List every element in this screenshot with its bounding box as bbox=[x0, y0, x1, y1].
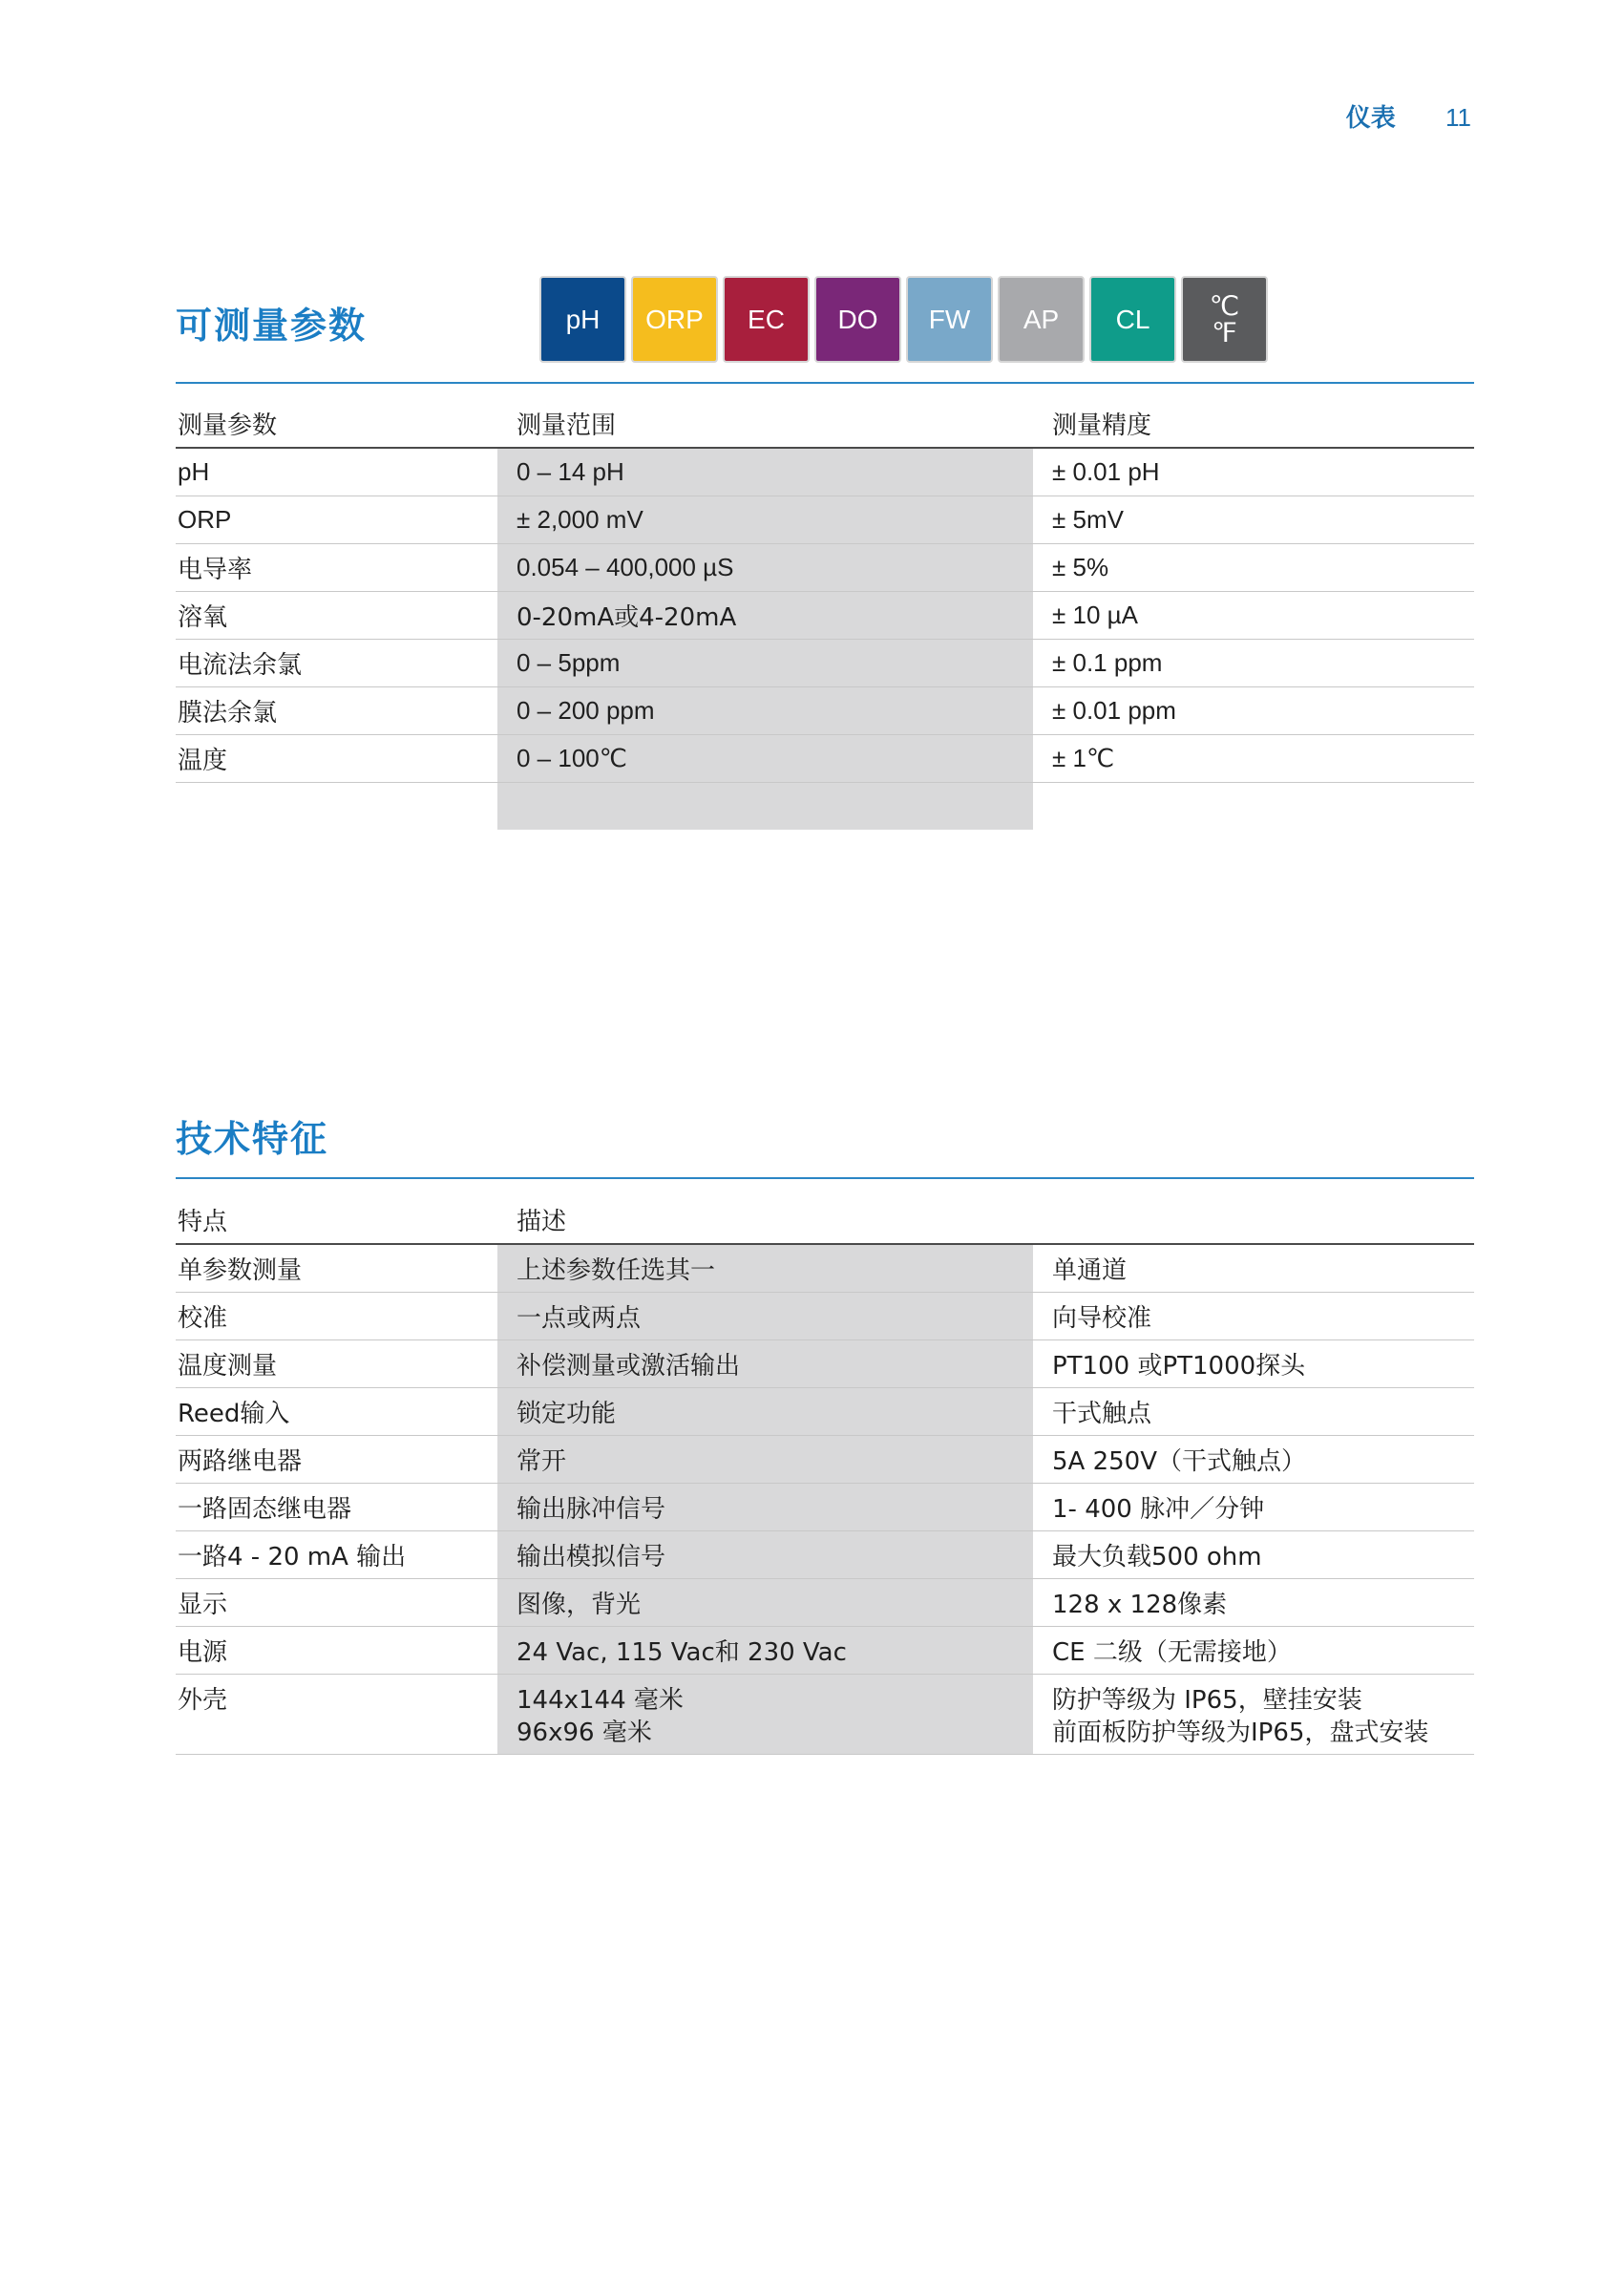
table-header-row bbox=[176, 399, 1474, 449]
header-title: 仪表 bbox=[1345, 104, 1396, 133]
table-row bbox=[176, 1579, 1474, 1627]
table-cell: 一点或两点 bbox=[497, 1293, 1033, 1339]
cell-line: 防护等级为 IP65，壁挂安装 bbox=[1052, 1686, 1362, 1715]
table-cell: ± 1℃ bbox=[1052, 744, 1115, 772]
table-row bbox=[176, 1436, 1474, 1484]
table-cell: 上述参数任选其一 bbox=[497, 1245, 1033, 1292]
table-cell: 两路继电器 bbox=[178, 1447, 303, 1476]
table-cell: 电流法余氯 bbox=[178, 651, 303, 680]
table-cell: 向导校准 bbox=[1052, 1304, 1152, 1333]
badge-ap bbox=[998, 276, 1085, 363]
table-cell: 0 – 5ppm bbox=[497, 640, 1033, 686]
table-cell: 1- 400 脉冲／分钟 bbox=[1052, 1495, 1265, 1524]
table-row bbox=[176, 1388, 1474, 1436]
section-title-features: 技术特征 bbox=[176, 1118, 329, 1160]
column-header: 描述 bbox=[517, 1207, 567, 1236]
table-cell: ORP bbox=[178, 505, 232, 534]
badge-label: CL bbox=[1115, 304, 1150, 334]
column-header: 特点 bbox=[178, 1207, 228, 1236]
table-header-row bbox=[176, 1195, 1474, 1245]
table-cell: 干式触点 bbox=[1052, 1400, 1152, 1428]
table-cell: ± 0.1 ppm bbox=[1052, 648, 1163, 677]
badge-label: ORP bbox=[645, 304, 704, 334]
table-cell: PT100 或PT1000探头 bbox=[1052, 1352, 1306, 1381]
table-cell: 电导率 bbox=[178, 556, 253, 584]
badge-orp bbox=[631, 276, 718, 363]
table-row bbox=[176, 640, 1474, 687]
section-title-parameters: 可测量参数 bbox=[176, 305, 368, 347]
table-cell: 最大负载500 ohm bbox=[1052, 1543, 1262, 1571]
table-cell: 温度 bbox=[178, 747, 228, 775]
badge-label: pH bbox=[565, 304, 601, 334]
cell-line: 前面板防护等级为IP65，盘式安装 bbox=[1052, 1719, 1429, 1747]
table-cell: ± 0.01 ppm bbox=[1052, 696, 1176, 725]
badge-label: AP bbox=[1023, 304, 1060, 334]
badge-label-celsius: ℃ bbox=[1209, 290, 1240, 321]
table-cell: 电源 bbox=[178, 1638, 228, 1667]
table-row bbox=[176, 449, 1474, 496]
table-cell: 外壳 bbox=[178, 1686, 228, 1715]
table-row bbox=[176, 1627, 1474, 1675]
column-header: 测量参数 bbox=[178, 411, 278, 440]
table-cell: 0-20mA或4-20mA bbox=[497, 592, 1033, 639]
page-number: 11 bbox=[1445, 103, 1471, 132]
badge-label-fahrenheit: ℉ bbox=[1212, 317, 1237, 348]
table-cell: 膜法余氯 bbox=[178, 699, 278, 728]
table-row bbox=[176, 1531, 1474, 1579]
table-row bbox=[176, 687, 1474, 735]
table-cell: ± 10 µA bbox=[1052, 601, 1138, 629]
table-cell: 5A 250V（干式触点） bbox=[1052, 1447, 1307, 1476]
table-cell: 0 – 100℃ bbox=[497, 735, 1033, 782]
table-cell: 0 – 14 pH bbox=[497, 449, 1033, 496]
table-cell: 校准 bbox=[178, 1304, 228, 1333]
parameter-badges bbox=[539, 276, 1268, 363]
section-divider bbox=[176, 382, 1474, 384]
badge-ph bbox=[539, 276, 626, 363]
table-cell: ± 5mV bbox=[1052, 505, 1124, 534]
table-cell: ± 5% bbox=[1052, 553, 1109, 581]
column-header: 测量精度 bbox=[1052, 411, 1152, 440]
table-cell: 常开 bbox=[497, 1436, 1033, 1483]
table-cell: 0 – 200 ppm bbox=[497, 687, 1033, 734]
table-cell: 输出脉冲信号 bbox=[497, 1484, 1033, 1530]
table-cell bbox=[1033, 1675, 1474, 1754]
table-cell: 128 x 128像素 bbox=[1052, 1591, 1228, 1619]
table-cell: 单通道 bbox=[1052, 1256, 1128, 1285]
table-cell: ± 2,000 mV bbox=[497, 496, 1033, 543]
badge-temperature bbox=[1181, 276, 1268, 363]
page-header bbox=[1346, 98, 1471, 134]
table-cell: 补偿测量或激活输出 bbox=[497, 1340, 1033, 1387]
section-divider bbox=[176, 1177, 1474, 1179]
badge-ec bbox=[723, 276, 810, 363]
cell-line: 144x144 毫米 bbox=[517, 1686, 684, 1715]
badge-label: FW bbox=[928, 304, 971, 334]
features-table bbox=[176, 1195, 1474, 1755]
table-row bbox=[176, 592, 1474, 640]
table-cell: 显示 bbox=[178, 1591, 228, 1619]
table-cell bbox=[497, 1675, 1033, 1754]
badge-do bbox=[814, 276, 901, 363]
table-cell-empty bbox=[1033, 783, 1474, 830]
table-cell: 溶氧 bbox=[178, 603, 228, 632]
table-cell: 24 Vac, 115 Vac和 230 Vac bbox=[497, 1627, 1033, 1674]
table-row bbox=[176, 1245, 1474, 1293]
table-cell-empty bbox=[497, 783, 1033, 830]
table-cell: 一路固态继电器 bbox=[178, 1495, 352, 1524]
table-row bbox=[176, 496, 1474, 544]
table-cell: 一路4 - 20 mA 输出 bbox=[178, 1543, 407, 1571]
table-row bbox=[176, 1675, 1474, 1755]
table-cell: CE 二级（无需接地） bbox=[1052, 1638, 1292, 1667]
table-cell: 锁定功能 bbox=[497, 1388, 1033, 1435]
table-row bbox=[176, 1340, 1474, 1388]
table-cell: 图像，背光 bbox=[497, 1579, 1033, 1626]
table-row bbox=[176, 1293, 1474, 1340]
badge-label: EC bbox=[748, 304, 785, 334]
table-cell: 0.054 – 400,000 µS bbox=[497, 544, 1033, 591]
parameters-table bbox=[176, 399, 1474, 830]
cell-line: 96x96 毫米 bbox=[517, 1719, 652, 1747]
table-row bbox=[176, 1484, 1474, 1531]
table-blank-row bbox=[176, 783, 1474, 830]
badge-fw bbox=[906, 276, 993, 363]
table-cell: 输出模拟信号 bbox=[497, 1531, 1033, 1578]
column-header bbox=[1033, 1195, 1474, 1243]
table-row bbox=[176, 544, 1474, 592]
column-header: 测量范围 bbox=[517, 411, 617, 440]
table-row bbox=[176, 735, 1474, 783]
table-cell: 单参数测量 bbox=[178, 1256, 303, 1285]
table-cell: ± 0.01 pH bbox=[1052, 457, 1160, 486]
table-cell: Reed输入 bbox=[178, 1400, 290, 1428]
badge-label: DO bbox=[837, 304, 878, 334]
table-cell: 温度测量 bbox=[178, 1352, 278, 1381]
badge-cl bbox=[1089, 276, 1176, 363]
table-cell: pH bbox=[178, 457, 210, 486]
table-cell-empty bbox=[176, 783, 497, 830]
